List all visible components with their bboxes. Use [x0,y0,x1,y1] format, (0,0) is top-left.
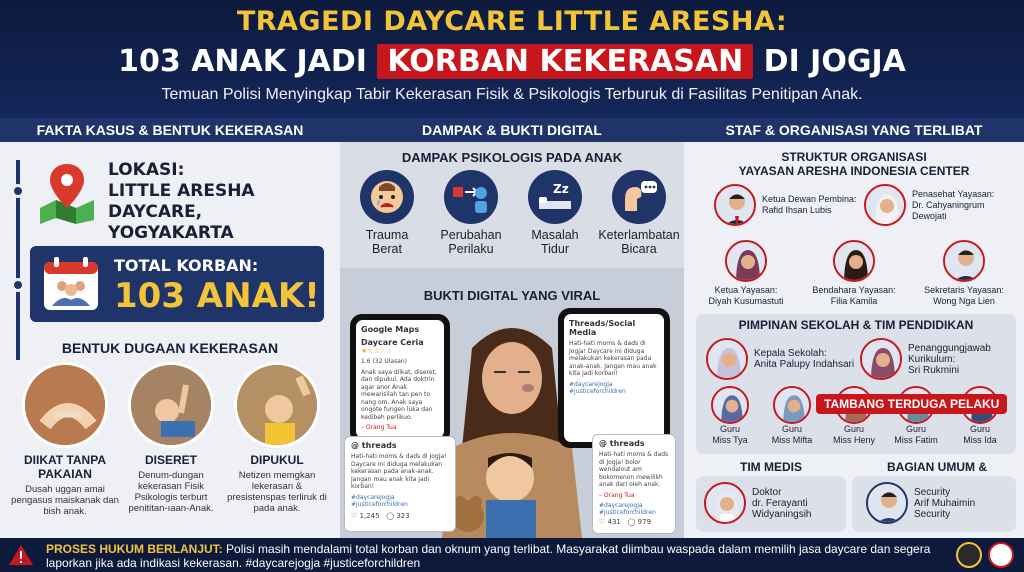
avatar [725,240,767,282]
bentuk-name: DIIKAT TANPA PAKAIAN [24,453,106,481]
social-phone [558,308,670,448]
total-korban-box [30,246,324,322]
svg-text:Zz: Zz [553,182,569,196]
pimpinan-title: PIMPINAN SEKOLAH & TIM PENDIDIKAN [738,318,974,332]
threads-text: Hati-hati moms & dads di Jogja! Daycare ini diduga melakukan kekerasan pada anak-anak. Jangan mau anak kita jadi korban! [351,453,447,490]
avatar [866,482,908,524]
dampak-title: DAMPAK PSIKOLOGIS PADA ANAK [401,150,623,165]
person-penasehat [864,184,994,226]
bentuk-item [10,362,120,517]
behavior-change-icon [444,170,498,224]
person-label: Penasehat Yayasan: Dr. Cahyaningrum Dewojati [912,188,995,221]
guru-label: Guru Miss Ida [963,424,997,445]
total-korban-value: 103 ANAK! [114,276,320,316]
dampak-label: Keterlambatan Bicara [598,228,680,256]
timeline-dot [11,278,25,292]
threads-text: Hati-hati moms & dads di Jogja! bolor wendalout am bokomenon mewilikh anak dari oleh anak. [599,451,669,488]
footer-text [46,542,946,570]
dampak-item [346,170,428,256]
footer-label: PROSES HUKUM BERLANJUT: [46,542,223,556]
bentuk-name: DISERET [144,453,197,467]
medis-title: TIM MEDIS [740,460,802,474]
struktur-title: STRUKTUR ORGANISASI YAYASAN ARESHA INDONESIA CENTER [738,150,970,178]
hit-child-image [234,362,320,448]
person-label: Doktor dr. Ferayanti Widyaningsih [752,486,812,520]
footer-body: Polisi masih mendalami total korban dan oknum yang terlibat. Masyarakat diimbau waspada dalam memilih jasa daycare dan segera laporkan jika ada indikasi kekerasan. #daycarejogja #justiceforchildren [46,542,931,570]
header [0,0,1024,118]
calendar-people-icon [42,256,100,312]
umum-title: BAGIAN UMUM & [887,460,987,474]
crying-face-icon [360,170,414,224]
guru-label: Guru Miss Tya [712,424,748,445]
location-label: LOKASI: [108,160,185,180]
warning-icon [8,544,34,566]
dampak-item [598,170,680,256]
dampak-label: Perubahan Perilaku [440,228,502,256]
guru-label: Guru Miss Fatim [894,424,938,445]
person-label: Kepala Sekolah: Anita Palupy Indahsari [754,348,855,370]
person-pembina [714,184,857,226]
sleep-bed-icon [528,170,582,224]
location-block [108,160,340,244]
subtitle: Temuan Polisi Menyingkap Tabir Kekerasan Fisik & Psikologis Terburuk di Fasilitas Penitipan Anak. [161,86,863,103]
bentuk-desc: Dusah uggan amai pengasus maiskanak dan bish anak. [11,484,119,517]
title-line2 [0,44,1024,79]
person-label: Bendahara Yayasan: Filia Kamila [812,285,896,306]
bentuk-item [116,362,226,514]
social-screen [564,314,664,442]
avatar [706,338,748,380]
maps-tag: – Orang Tua [361,424,397,431]
title-line2-pre: 103 ANAK JADI [118,44,367,79]
map-pin-icon [36,162,98,224]
dampak-item [430,170,512,256]
child-protection-logo-icon [988,542,1014,568]
person-label: Sekretaris Yayasan: Wong Nga Lien [924,285,1004,306]
left-heading: FAKTA KASUS & BENTUK KEKERASAN [0,118,340,142]
social-app-label: Threads/Social Media [569,319,636,337]
maps-app-label: Google Maps [361,325,420,334]
bentuk-desc: Denum-dungan kekerasan Fisik Psikologis terburt penititan-ıaan-Anak. [128,470,214,514]
avatar [864,184,906,226]
person-ketua [698,240,794,307]
dampak-label: Trauma Berat [365,228,409,256]
person-label: Ketua Dewan Pembina: Rafid Ihsan Lubis [762,194,857,215]
comment-icon: ◯ [386,511,395,520]
maps-phone [350,314,450,444]
bentuk-title: BENTUK DUGAAN KEKERASAN [61,340,279,356]
avatar [704,482,746,524]
footer [0,538,1024,572]
star-icon: ★☆☆☆☆ [361,347,393,355]
bentuk-item [222,362,332,514]
threads-app-label: @ threads [599,439,645,448]
person-kurikulum [860,338,991,380]
left-column [0,118,340,538]
dragged-child-image [128,362,214,448]
total-korban-label: TOTAL KORBAN: [114,256,259,275]
mid-heading: DAMPAK & BUKTI DIGITAL [340,118,684,142]
dampak-item [514,170,596,256]
bukti-title: BUKTI DIGITAL YANG VIRAL [423,288,601,303]
threads-card-2 [592,434,676,534]
person-sekretaris [914,240,1014,307]
social-tags: #daycarejogja #justiceforchildren [569,380,626,395]
avatar [860,338,902,380]
timeline-dot [11,184,25,198]
maps-rating: 1.6 (32 Ulasan) [361,358,408,365]
threads-stats: ♡ 431 ◯ 979 [599,517,652,526]
guru-item [704,386,756,446]
police-logo-icon [956,542,982,568]
maps-screen [356,320,444,438]
threads-tag: – Orang Tua [599,491,635,499]
title-highlight: KORBAN KEKERASAN [377,44,753,79]
heart-icon: ♡ [599,517,606,526]
title-line1: TRAGEDI DAYCARE LITTLE ARESHA: [236,6,788,37]
maps-review: Anak saya diikat, diseret, dan dipukul. Ada doktrin agar anor Anak mewarisilah tan pen to nang om. Anak saya ongote fungen luka dan kedibeh perlikuo. [361,368,437,421]
person-label: Security Arif Muhaimin Security [914,486,976,520]
person-label: Penanggungjawab Kurikulum: Sri Rukmini [908,342,991,376]
person-security [866,482,975,524]
right-column [684,118,1024,538]
person-dokter [704,482,811,524]
threads-tags: #daycarejogja #justiceforchildren [599,501,656,516]
threads-app-label: @ threads [351,441,397,450]
avatar [773,386,811,424]
person-kepsek [706,338,854,380]
heart-icon: ♡ [351,511,358,520]
guru-label: Guru Miss Heny [832,424,875,445]
avatar [711,386,749,424]
person-bendahara [806,240,902,307]
dampak-label: Masalah Tidur [531,228,579,256]
tied-hands-image [22,362,108,448]
threads-stats: ♡ 1,245 ◯ 323 [351,511,410,520]
guru-item [766,386,818,446]
avatar [714,184,756,226]
title-line2-post: DI JOGJA [763,44,906,79]
speech-delay-icon [612,170,666,224]
person-label: Ketua Yayasan: Diyah Kusumastuti [708,285,784,306]
guru-label: Guru Miss Mifta [771,424,813,445]
social-text: Hati-hati moms & dads di Jogja! Daycare ini diduga melakukan kekerasan pada anak-anak. Jangan mau anak kita jadi korban! [569,340,657,377]
location-value-2: YOGYAKARTA [108,223,234,243]
bentuk-name: DIPUKUL [250,453,304,467]
mid-column [340,118,684,538]
threads-tags: #daycarejogja #justiceforchildren [351,493,408,508]
avatar [833,240,875,282]
right-heading: STAF & ORGANISASI YANG TERLIBAT [684,118,1024,142]
threads-card-1 [344,436,456,532]
pelaku-badge: TAMBANG TERDUGA PELAKU [816,394,1007,414]
comment-icon: ◯ [627,517,636,526]
location-value-1: LITTLE ARESHA DAYCARE, [108,181,255,222]
maps-place: Daycare Ceria [361,338,424,347]
bentuk-desc: Netizen memgkan lekerasan & presistenspas terliruk di pada anak. [227,470,327,514]
avatar [943,240,985,282]
